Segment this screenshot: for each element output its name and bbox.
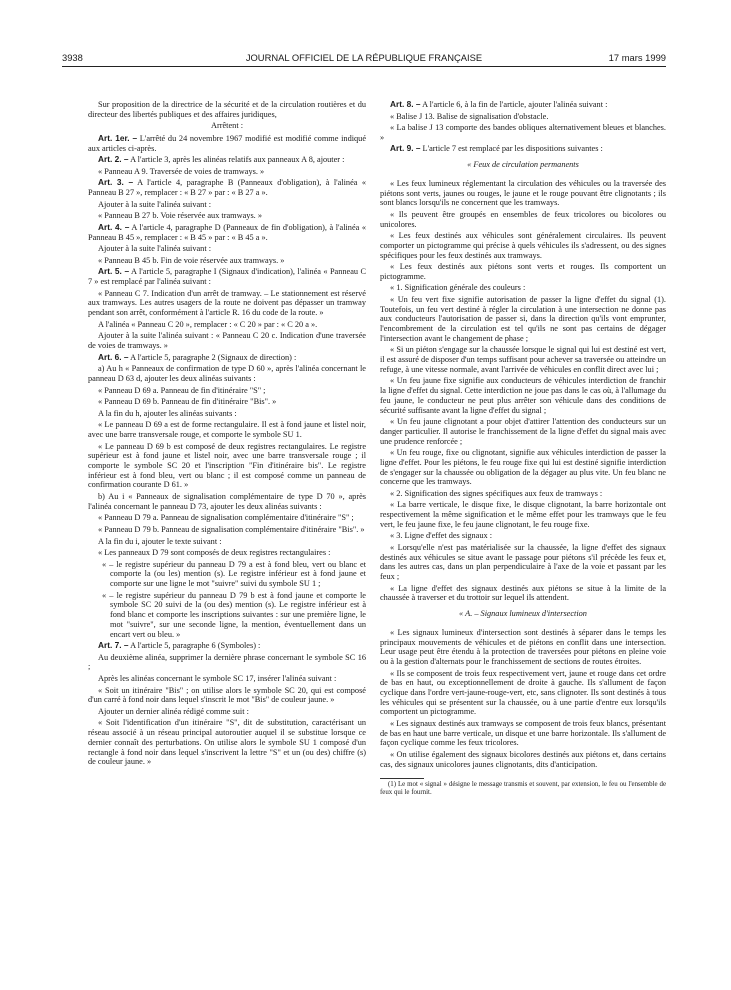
paragraph: « On utilise également des signaux bicolores destinés aux piétons et, dans certains cas, des signaux unicolores jaunes clignotants, dits d'anticipation. [380,750,666,769]
article-text: A l'article 5, paragraphe I (Signaux d'indication), l'alinéa « Panneau C 7 » est remplacé par l'alinéa suivant : [88,267,366,287]
article-5 [88,267,366,286]
header-rule [62,66,666,67]
paragraph: « 1. Signification générale des couleurs : [390,283,526,293]
paragraph: « Un feu jaune clignotant a pour objet d'attirer l'attention des conducteurs sur un danger particulier. Il autorise le franchissement de la ligne d'effet du signal mais avec une prudence renforcée ; [380,417,666,446]
quote: « Le panneau D 69 a est de forme rectangulaire. Il est à fond jaune et listel noir, avec une barre transversale rouge, et comporte le symbole SU 1. [88,420,366,440]
paragraph: Ajouter à la suite l'alinéa suivant : [98,244,212,254]
intro-paragraph: Sur proposition de la directrice de la sécurité et de la circulation routières et du directeur des libertés publiques et des affaires juridiques, [88,100,366,119]
paragraph: a) Au h « Panneaux de confirmation de type D 60 », après l'alinéa concernant le panneau D 63 d, ajouter les deux alinéas suivants : [88,364,366,383]
quote: « Panneau D 79 a. Panneau de signalisation complémentaire d'itinéraire "S" ; [98,513,354,523]
quote: « Panneau A 9. Traversée de voies de tramways. » [98,166,265,176]
paragraph: « Les signaux lumineux d'intersection sont destinés à séparer dans le temps les principaux mouvements de véhicules et de piétons en conflit dans une intersection. Leur usage peut être étendu à la protection de traversées pour piétons en pleine voie ou à la gestion d'alternats pour le franchissement de sections de routes étroites. [380,627,666,666]
article-label: Art. 4. – [98,221,130,232]
paragraph: « Les feux lumineux réglementant la circulation des véhicules ou la traversée des piétons sont verts, jaunes ou rouges, le jaune et le rouge pouvant être clignotants ; ils sont blancs lorsqu'ils ne concernent que les tramways. [380,178,666,208]
article-text: A l'article 6, à la fin de l'article, ajouter l'alinéa suivant : [422,100,608,109]
paragraph: « La barre verticale, le disque fixe, le disque clignotant, la barre horizontale ont respectivement la même signification et le même effet pour les tramways que le feu vert, le feu jaune fixe, le feu jaune clignotant, le feu rouge fixe. [380,500,666,529]
journal-title: JOURNAL OFFICIEL DE LA RÉPUBLIQUE FRANÇAISE [245,52,483,63]
article-label: Art. 5. – [98,266,130,277]
article-8 [380,100,666,110]
quote: « Les panneaux D 79 sont composés de deux registres rectangulaires : [98,548,331,558]
article-label: Art. 1er. – [98,133,138,143]
paragraph: « 2. Signification des signes spécifiques aux feux de tramways : [390,488,603,498]
quote: « Le panneau D 69 b est composé de deux registres rectangulaires. Le registre supérieur est à fond jaune et listel noir, avec une barre transversale rouge ; il comporte le symbole SC 20 et l'inscription "Fin d'itinéraire bis". Le registre inférieur est à fond bleu, vert ou blanc ; il est composé comme un panneau de confirmation courante D 61. » [88,441,366,490]
paragraph: A la fin du h, ajouter les alinéas suivants : [98,408,237,418]
paragraph: « Un feu rouge, fixe ou clignotant, signifie aux véhicules interdiction de passer la ligne d'effet. Pour les piétons, le feu rouge fixe qui lui est destiné signifie interdiction de s'engager sur la chaussée ou obligation de la dégager au plus vite. Un feu blanc ne concerne que les tramways. [380,448,666,487]
article-6 [88,353,366,363]
section-heading: « Feux de circulation permanents [467,160,579,170]
article-text: A l'article 5, paragraphe 2 (Signaux de direction) : [130,352,297,362]
quote: « Soit l'identification d'un itinéraire "S", dit de substitution, caractérisant un réseau associé à un réseau principal autoroutier auquel il se substitue lorsque ce dernier connaît des perturbations. On utilise alors le symbole SU 1 composé d'un rectangle à fond noir dans lequel s'inscrivent la lettre "S" et un (ou des) chiffre (s) de couleur jaune. » [88,718,366,767]
paragraph: « Les feux destinés aux piétons sont verts et rouges. Ils comportent un pictogramme. [380,262,666,281]
paragraph: « Un feu vert fixe signifie autorisation de passer la ligne d'effet du signal (1). Toutefois, un feu vert destiné à régler la circulation à une intersection ne donne pas aux conducteurs l'autorisation de passer si, dans la direction qu'ils vont emprunter, l'encombrement de la circulation est tel qu'ils ne sont pas certains de dégager l'intersection avant le changement de phase ; [380,295,666,343]
paragraph: « Si un piéton s'engage sur la chaussée lorsque le signal qui lui est destiné est vert, il est assuré de disposer d'un temps suffisant pour achever sa traversée ou atteindre un refuge, à une vitesse normale, avant l'arrivée de véhicules en conflit direct avec lui ; [380,345,666,374]
paragraph: Ajouter à la suite l'alinéa suivant : [98,199,212,209]
paragraph: Au deuxième alinéa, supprimer la dernière phrase concernant le symbole SC 16 ; [88,652,366,672]
article-9 [380,144,666,154]
article-text: L'arrêté du 24 novembre 1967 modifié est modifié comme indiqué aux articles ci-après. [88,134,367,153]
article-label: Art. 3. – [98,177,134,188]
paragraph: Ajouter à la suite l'alinéa suivant : « Panneau C 20 c. Indication d'une traversée de voies de tramways. » [88,331,366,351]
paragraph: « 3. Ligne d'effet des signaux : [390,531,493,541]
quote: « Panneau D 69 a. Panneau de fin d'itinéraire "S" ; [98,385,266,395]
paragraph: A l'alinéa « Panneau C 20 », remplacer : « C 20 » par : « C 20 a ». [98,319,318,329]
paragraph: « Ils se composent de trois feux respectivement vert, jaune et rouge dans cet ordre de bas en haut, ou exceptionnellement de droite à gauche. Ils s'allument de façon cyclique dans l'ordre vert-jaune-rouge-vert, etc, sans clignoter. Ils sont destinés à tous les véhicules qui se présentent sur la chaussée, ou à une partie d'entre eux lorsqu'ils comportent un pictogramme. [380,668,666,717]
paragraph: Après les alinéas concernant le symbole SC 17, insérer l'alinéa suivant : [98,673,337,683]
quote: « Soit un itinéraire "Bis" ; on utilise alors le symbole SC 20, qui est composé d'un carré à fond noir dans lequel s'inscrit le mot "Bis" de couleur jaune. » [88,685,366,705]
issue-date: 17 mars 1999 [608,52,666,63]
paragraph: « Les signaux destinés aux tramways se composent de trois feux blancs, présentant de bas en haut une barre verticale, un disque et une barre horizontale. Ils s'allument de façon cyclique comme les feux tricolores. [380,719,667,748]
article-3 [88,178,366,197]
quote: « Balise J 13. Balise de signalisation d'obstacle. [390,111,549,121]
article-7 [88,641,366,651]
list-item: « – le registre supérieur du panneau D 79 b est à fond jaune et comporte le symbole SC 20 suivi de la (ou des) mention (s). Le registre inférieur est à fond blanc et comporte les inscriptions suivantes : sur une première ligne, le mot "suivre", sur une seconde ligne, la mention, éventuellement dans un encart vert ou bleu. » [102,590,366,639]
article-1 [88,134,366,153]
paragraph: « Ils peuvent être groupés en ensembles de feux tricolores ou bicolores ou unicolores. [380,209,666,229]
article-text: A l'article 4, paragraphe D (Panneaux de fin d'obligation), à l'alinéa « Panneau B 45 », remplacer : « B 45 » par : « B 45 a ». [88,222,366,242]
quote: « Panneau C 7. Indication d'un arrêt de tramway. – Le stationnement est réservé aux tramways. Les autres usagers de la route ne doivent pas dépasser un tramway pendant son arrêt, conformément à l'article R. 16 du code de la route. » [88,288,366,318]
article-label: Art. 8. – [390,99,421,109]
running-header [62,52,666,66]
article-text: A l'article 3, après les alinéas relatifs aux panneaux A 8, ajouter : [130,155,345,165]
article-label: Art. 9. – [390,143,421,154]
quote: « Panneau D 79 b. Panneau de signalisation complémentaire d'itinéraire "Bis". » [98,524,365,534]
paragraph: Ajouter un dernier alinéa rédigé comme suit : [98,706,249,716]
arrete-heading: Arrêtent : [210,121,244,131]
left-column [88,100,366,769]
paragraph: « Lorsqu'elle n'est pas matérialisée sur la chaussée, la ligne d'effet des signaux destinés aux véhicules se situe avant le passage pour piétons s'il précède les feux et, dans les autres cas, dans un plan perpendiculaire à l'axe de la voie et passant par les feux ; [380,543,666,582]
footnote-rule [380,778,424,779]
article-4 [88,223,366,242]
footnote: (1) Le mot « signal » désigne le message transmis et souvent, par extension, le feu ou l'ensemble de feux qui le fournit. [380,781,666,797]
article-label: Art. 7. – [98,640,129,651]
paragraph: A la fin du i, ajouter le texte suivant : [98,536,222,546]
paragraph: b) Au i « Panneaux de signalisation complémentaire de type D 70 », après l'alinéa concernant le panneau D 73, ajouter les deux alinéas suivants : [88,492,366,511]
article-2 [88,155,366,165]
article-text: L'article 7 est remplacé par les dispositions suivantes : [422,144,603,154]
list-item: « – le registre supérieur du panneau D 79 a est à fond bleu, vert ou blanc et comporte la (ou les) mention (s). Le registre inférieur est à fond jaune et comporte sur une ligne le mot "suivre" suivi du symbole SU 1 ; [102,559,366,589]
quote: « Panneau B 27 b. Voie réservée aux tramways. » [98,211,262,221]
right-column [380,100,666,797]
paragraph: « Les feux destinés aux véhicules sont généralement circulaires. Ils peuvent comporter un pictogramme qui précise à quels véhicules ils s'adressent, ou des signes spécifiques pour les feux destinés aux tramways. [380,231,666,260]
paragraph: « Un feu jaune fixe signifie aux conducteurs de véhicules interdiction de franchir la ligne d'effet du signal. Cette interdiction ne joue pas dans le cas où, à l'allumage du feu jaune, le conducteur ne peut plus arrêter son véhicule dans des conditions de sécurité suffisante avant la ligne d'effet du signal ; [380,376,666,415]
quote: « Panneau B 45 b. Fin de voie réservée aux tramways. » [98,255,285,265]
article-text: A l'article 4, paragraphe B (Panneaux d'obligation), à l'alinéa « Panneau B 27 », remplacer : « B 27 » par : « B 27 a ». [88,178,366,198]
paragraph: « La ligne d'effet des signaux destinés aux piétons se situe à la limite de la chaussée à traverser et du trottoir sur lequel ils attendent. [380,583,666,603]
quote: « Panneau D 69 b. Panneau de fin d'itinéraire "Bis". » [98,397,277,407]
article-label: Art. 6. – [98,351,129,362]
section-heading: « A. – Signaux lumineux d'intersection [459,609,587,619]
article-label: Art. 2. – [98,154,129,165]
quote: « La balise J 13 comporte des bandes obliques alternativement bleues et blanches. » [380,123,666,142]
page-number: 3938 [62,52,83,63]
article-text: A l'article 5, paragraphe 6 (Symboles) : [130,641,261,651]
